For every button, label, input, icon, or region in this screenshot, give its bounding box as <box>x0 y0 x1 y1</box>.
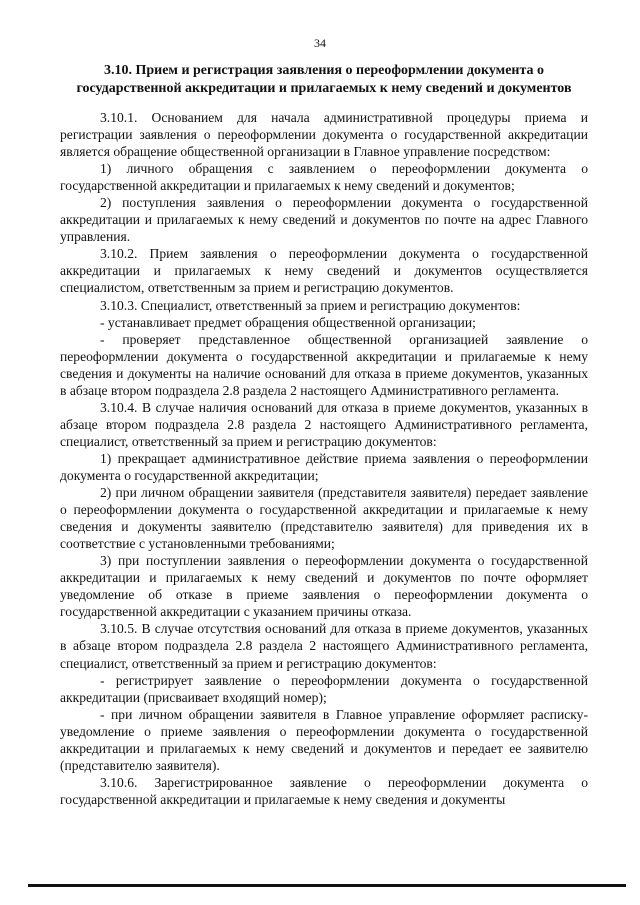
paragraph: - устанавливает предмет обращения общественной организации; <box>100 314 476 330</box>
page-number: 34 <box>314 36 326 50</box>
paragraph: 3.10.1. Основанием для начала административной процедуры приема и регистрации заявления о переоформлении документа о государственной аккредитации является обращение общественной организации в Главное управление посредством: <box>60 110 588 160</box>
paragraph: 3.10.2. Прием заявления о переоформлении документа о государственной аккредитации и прилагаемых к нему сведений и документов осуществляется специалистом, ответственным за прием и регистрацию документов. <box>60 246 588 296</box>
paragraph: 1) личного обращения с заявлением о переоформлении документа о государственной аккредитации и прилагаемых к нему сведений и документов; <box>60 161 588 194</box>
paragraph: - регистрирует заявление о переоформлении документа о государственной аккредитации (присваивает входящий номер); <box>60 672 588 705</box>
paragraph: - при личном обращении заявителя в Главное управление оформляет расписку-уведомление о приеме заявления о переоформлении документа о государственной аккредитации и прилагаемых к нему сведений и документов и передает ее заявителю (представителю заявителя). <box>60 706 588 773</box>
paragraph: 3.10.5. В случае отсутствия оснований для отказа в приеме документов, указанных в абзаце втором подраздела 2.8 раздела 2 настоящего Административного регламента, специалист, ответственный за прием и регистрацию документов: <box>60 621 588 671</box>
paragraph: 2) при личном обращении заявителя (представителя заявителя) передает заявление о переоформлении документа о государственной аккредитации и прилагаемые к нему сведения и документы заявителю (представителю заявителя) для приведения их в соответствие с установленными требованиями; <box>60 485 588 552</box>
paragraph: 3.10.3. Специалист, ответственный за прием и регистрацию документов: <box>100 297 521 313</box>
paragraph: 2) поступления заявления о переоформлении документа о государственной аккредитации и прилагаемых к нему сведений и документов по почте на адрес Главного управления. <box>60 195 588 245</box>
paragraph: 3.10.4. В случае наличия оснований для отказа в приеме документов, указанных в абзаце втором подраздела 2.8 раздела 2 настоящего Административного регламента, специалист, ответственный за прием и регистрацию документов: <box>60 399 588 449</box>
body-text <box>60 109 588 808</box>
paragraph: - проверяет представленное общественной организацией заявление о переоформлении документа о государственной аккредитации и прилагаемые к нему сведения и документы на наличие оснований для отказа в приеме документов, указанных в абзаце втором подраздела 2.8 раздела 2 настоящего Административного регламента. <box>60 331 588 398</box>
paragraph: 1) прекращает административное действие приема заявления о переоформлении документа о государственной аккредитации; <box>60 450 588 483</box>
paragraph: 3.10.6. Зарегистрированное заявление о переоформлении документа о государственной аккредитации и прилагаемые к нему сведения и документы <box>60 774 588 807</box>
footer-rule <box>28 884 626 887</box>
paragraph: 3) при поступлении заявления о переоформлении документа о государственной аккредитации и прилагаемых к нему сведений и документов по почте оформляет уведомление об отказе в приеме заявления о переоформлении документа о государственной аккредитации с указанием причины отказа. <box>60 553 588 620</box>
section-heading: 3.10. Прием и регистрация заявления о переоформлении документа о государственной аккредитации и прилагаемых к нему сведений и документов <box>76 63 572 96</box>
